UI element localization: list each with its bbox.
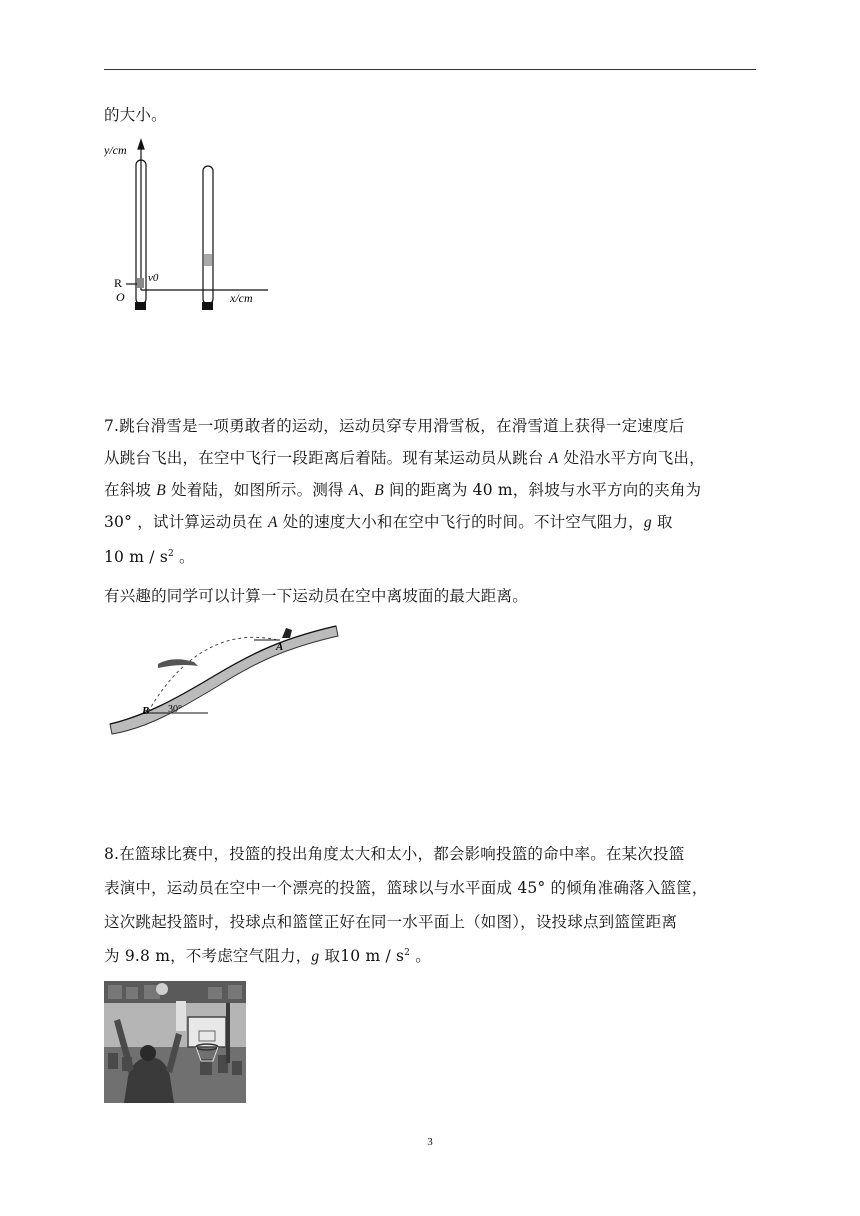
block-right [204,254,212,266]
q7-line6: 有兴趣的同学可以计算一下运动员在空中离坡面的最大距离。 [104,587,528,605]
page-number: 3 [427,1136,433,1148]
v0-label: v0 [148,272,159,284]
header-rule [104,69,756,70]
q8-line4: 为 9.8 m，不考虑空气阻力，g 取10 m / $s^2$ 。 [104,947,431,965]
tube-figure [104,138,274,316]
q7-line3: 在斜坡 B 处着陆，如图所示。测得 A、B 间的距离为 40 m，斜坡与水平方向的夹角为 [104,481,702,499]
origin-label: O [116,290,125,304]
slope [110,626,338,734]
stopper-left [135,302,146,310]
ski-slope-figure [104,620,344,742]
skier-in-flight [158,659,198,668]
q7-line5: 10 m / $s^2$ 。 [104,548,195,566]
y-axis-label: y/cm [104,143,127,157]
stopper-right [202,302,213,310]
q8-line1: 8.在篮球比赛中，投篮的投出角度太大和太小，都会影响投篮的命中率。在某次投篮 [104,845,685,863]
q7-line2: 从跳台飞出，在空中飞行一段距离后着陆。现有某运动员从跳台 A 处沿水平方向飞出， [104,449,705,467]
q7-line4: 30° ，试计算运动员在 A 处的速度大小和在空中飞行的时间。不计空气阻力，g 取 [104,513,673,531]
q8-line3: 这次跳起投篮时，投球点和篮筐正好在同一水平面上（如图），设投球点到篮筐距离 [104,913,678,931]
tube-right [203,166,213,304]
continued-text: 的大小。 [104,106,167,124]
basketball-photo [104,981,246,1103]
skier-at-a [282,628,292,638]
q8-line2: 表演中，运动员在空中一个漂亮的投篮，篮球以与水平面成 45° 的倾角准确落入篮筐， [104,879,708,897]
label-b: B [142,705,150,717]
y-axis-arrow [138,140,144,149]
backboard [188,1017,226,1047]
r-label: R [114,276,123,290]
q7-line1: 7.跳台滑雪是一项勇敢者的运动，运动员穿专用滑雪板，在滑雪道上获得一定速度后 [104,417,685,435]
ball [156,983,168,995]
trajectory [148,637,277,712]
label-a: A [276,641,284,653]
label-angle: 30° [168,704,182,715]
block-left [137,278,144,288]
x-axis-label: x/cm [230,291,253,305]
